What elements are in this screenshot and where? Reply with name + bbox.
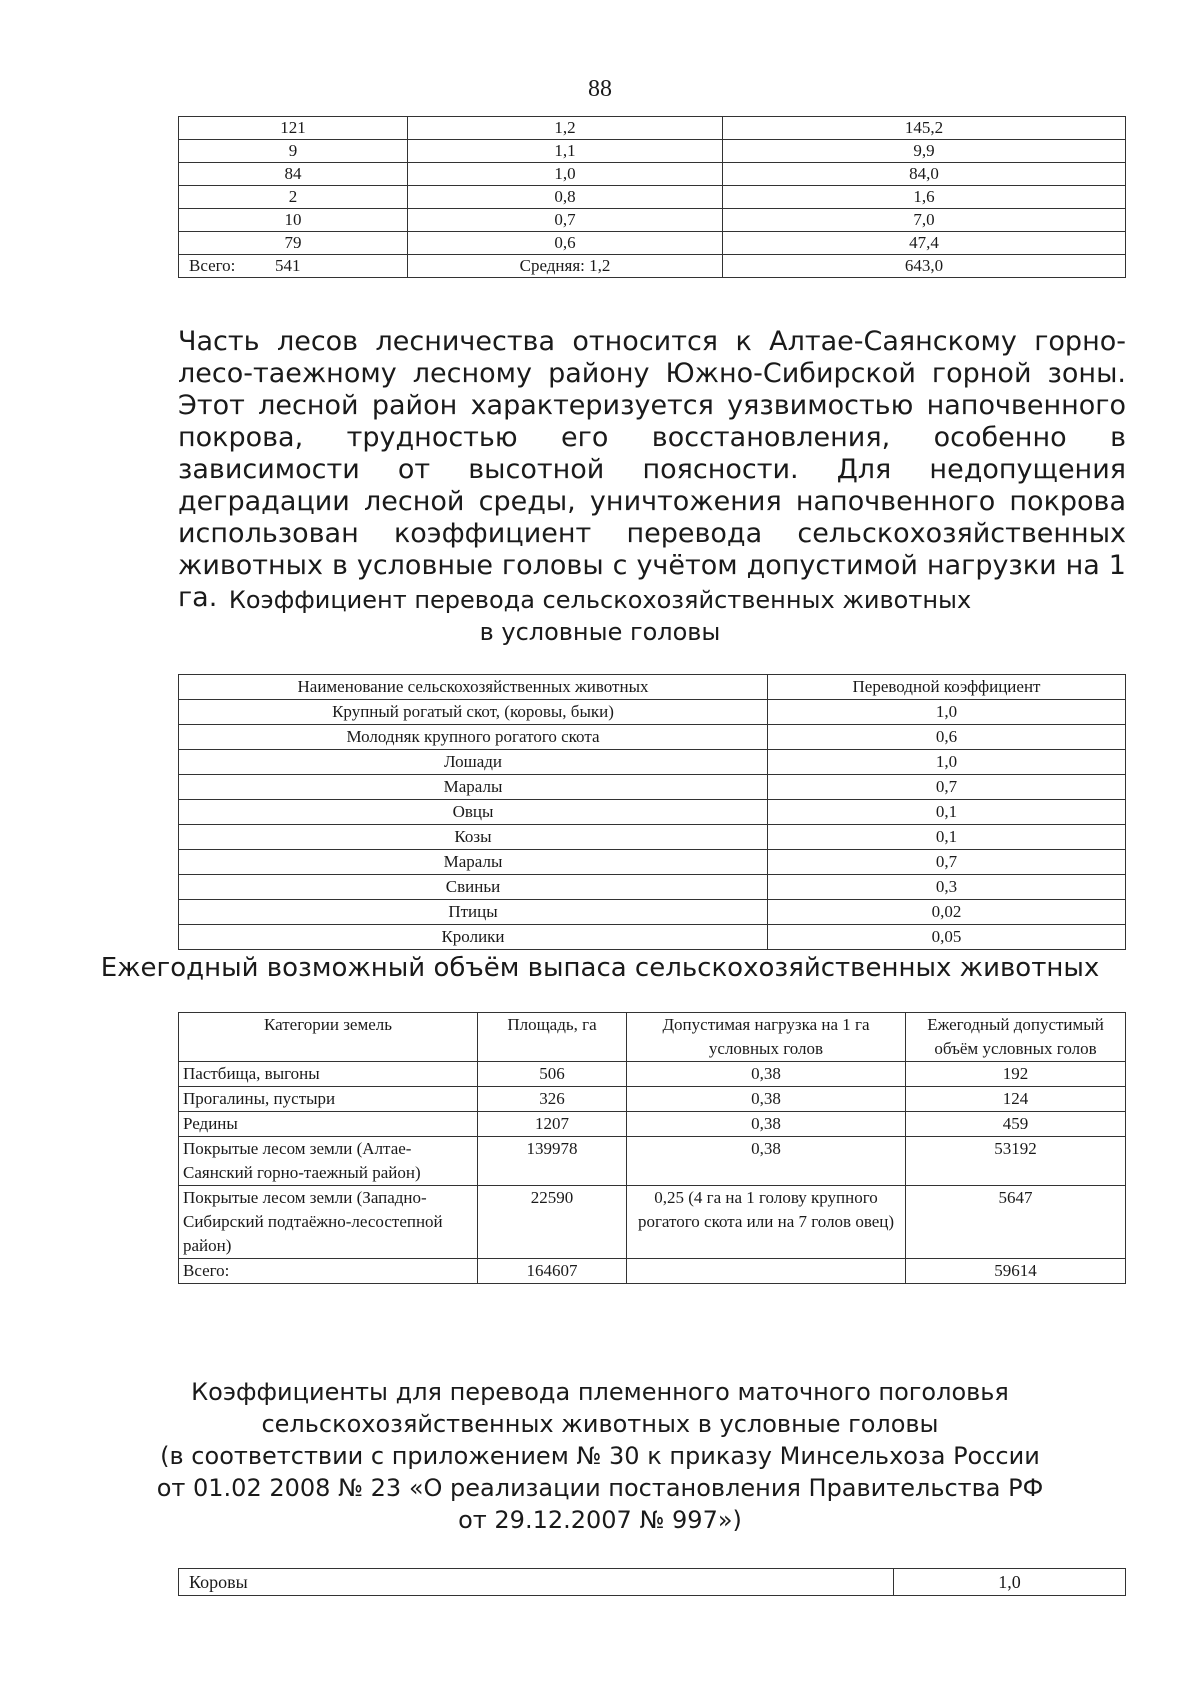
table-cell: 47,4 [723, 232, 1126, 255]
table-cell: Молодняк крупного рогатого скота [179, 725, 768, 750]
section-heading: Ежегодный возможный объём выпаса сельскохозяйственных животных [100, 953, 1100, 983]
table-cell [627, 1259, 906, 1284]
table-cell: Прогалины, пустыри [179, 1087, 478, 1112]
table-cell: 2 [179, 186, 408, 209]
page-number: 88 [588, 76, 612, 102]
table-cell: 84,0 [723, 163, 1126, 186]
table-row [179, 1112, 1126, 1137]
total-label: Всего: [189, 256, 236, 275]
table-cell: 124 [906, 1087, 1126, 1112]
table-cell: 0,8 [408, 186, 723, 209]
table-cell: 326 [478, 1087, 627, 1112]
table-total-row [179, 255, 1126, 278]
table-cell: Покрытые лесом земли (Алтае-Саянский горно-таежный район) [179, 1137, 478, 1186]
column-header: Площадь, га [478, 1013, 627, 1062]
table-cell: 0,1 [768, 825, 1126, 850]
table-cell: 22590 [478, 1186, 627, 1259]
table-total-row [179, 1259, 1126, 1284]
conversion-coefficient-table [178, 674, 1126, 950]
table-row [179, 1087, 1126, 1112]
column-header: Наименование сельскохозяйственных животных [179, 675, 768, 700]
table-cell: Овцы [179, 800, 768, 825]
table-cell: 1,1 [408, 140, 723, 163]
table-cell: 0,7 [768, 850, 1126, 875]
table-cell: Кролики [179, 925, 768, 950]
table-cell: Пастбища, выгоны [179, 1062, 478, 1087]
table-row [179, 825, 1126, 850]
table-cell: 9,9 [723, 140, 1126, 163]
column-header: Категории земель [179, 1013, 478, 1062]
table-row [179, 1062, 1126, 1087]
column-header: Ежегодный допустимый объём условных голов [906, 1013, 1126, 1062]
table-row [179, 850, 1126, 875]
column-header: Переводной коэффициент [768, 675, 1126, 700]
table-row [179, 209, 1126, 232]
table-cell: 0,7 [408, 209, 723, 232]
table-cell: 59614 [906, 1259, 1126, 1284]
table-cell: 1,0 [768, 750, 1126, 775]
livestock-count-table [178, 116, 1126, 278]
table-row [179, 725, 1126, 750]
table-cell: 145,2 [723, 117, 1126, 140]
table-cell: 0,3 [768, 875, 1126, 900]
table-row [179, 750, 1126, 775]
table-cell: 0,38 [627, 1137, 906, 1186]
table-header-row [179, 675, 1126, 700]
table-cell: 1207 [478, 1112, 627, 1137]
table-cell: 1,6 [723, 186, 1126, 209]
table-cell: 1,0 [768, 700, 1126, 725]
table-cell: 0,6 [408, 232, 723, 255]
table-cell: Птицы [179, 900, 768, 925]
table-cell: 5647 [906, 1186, 1126, 1259]
table-cell: Крупный рогатый скот, (коровы, быки) [179, 700, 768, 725]
body-paragraph: Часть лесов лесничества относится к Алтае-Саянскому горно-лесо-таежному лесному району Южно-Сибирской горной зоны. Этот лесной район характеризуется уязвимостью напочвенного покрова, трудностью его восстановления, особенно в зависимости от высотной поясности. Для недопущения деградации лесной среды, уничтожения напочвенного покрова использован коэффициент перевода сельскохозяйственных животных в условные головы с учётом допустимой нагрузки на 1 га. [178, 326, 1126, 613]
table-cell: 7,0 [723, 209, 1126, 232]
table-cell: 0,38 [627, 1062, 906, 1087]
table-cell: 53192 [906, 1137, 1126, 1186]
table-cell: 0,25 (4 га на 1 голову крупного рогатого скота или на 7 голов овец) [627, 1186, 906, 1259]
table-row [179, 875, 1126, 900]
table-row [179, 1137, 1126, 1186]
table-cell [179, 255, 408, 278]
table-cell: Свиньи [179, 875, 768, 900]
table-cell: Козы [179, 825, 768, 850]
table-cell: 79 [179, 232, 408, 255]
table-cell: 84 [179, 163, 408, 186]
table-cell: 0,38 [627, 1112, 906, 1137]
table-row [179, 186, 1126, 209]
table-row [179, 232, 1126, 255]
table-cell: 0,7 [768, 775, 1126, 800]
table-cell: 1,0 [408, 163, 723, 186]
table-cell: 0,6 [768, 725, 1126, 750]
table-cell: Коровы [179, 1569, 894, 1596]
table-row [179, 775, 1126, 800]
heading-line: Коэффициент перевода сельскохозяйственных животных [228, 586, 972, 614]
table-cell: 139978 [478, 1137, 627, 1186]
table-row [179, 800, 1126, 825]
table-cell: 1,2 [408, 117, 723, 140]
section-heading [0, 1376, 1200, 1536]
table-cell: Покрытые лесом земли (Западно-Сибирский подтаёжно-лесостепной район) [179, 1186, 478, 1259]
table-cell: 121 [179, 117, 408, 140]
total-count: 541 [275, 256, 301, 275]
table-row [179, 900, 1126, 925]
grazing-volume-table [178, 1012, 1126, 1284]
table-cell: 0,1 [768, 800, 1126, 825]
table-cell: 192 [906, 1062, 1126, 1087]
table-cell: 459 [906, 1112, 1126, 1137]
section-heading [0, 584, 1200, 648]
table-row [179, 925, 1126, 950]
table-row [179, 140, 1126, 163]
table-row [179, 1569, 1126, 1596]
heading-line: сельскохозяйственных животных в условные головы [261, 1410, 939, 1438]
heading-line: в условные головы [479, 618, 721, 646]
table-cell: Средняя: 1,2 [408, 255, 723, 278]
breeding-coefficient-table [178, 1568, 1126, 1596]
table-cell: 10 [179, 209, 408, 232]
table-cell: 0,05 [768, 925, 1126, 950]
table-cell: 0,38 [627, 1087, 906, 1112]
table-cell: 643,0 [723, 255, 1126, 278]
table-row [179, 700, 1126, 725]
table-cell: Маралы [179, 775, 768, 800]
heading-line: (в соответствии с приложением № 30 к приказу Минсельхоза России [160, 1442, 1040, 1470]
table-cell: 9 [179, 140, 408, 163]
table-cell: 164607 [478, 1259, 627, 1284]
table-cell: 1,0 [894, 1569, 1126, 1596]
heading-line: от 01.02 2008 № 23 «О реализации постановления Правительства РФ [156, 1474, 1044, 1502]
table-row [179, 1186, 1126, 1259]
table-cell: Всего: [179, 1259, 478, 1284]
table-row [179, 163, 1126, 186]
heading-line: Коэффициенты для перевода племенного маточного поголовья [191, 1378, 1009, 1406]
table-header-row [179, 1013, 1126, 1062]
table-cell: Лошади [179, 750, 768, 775]
table-cell: Редины [179, 1112, 478, 1137]
table-row [179, 117, 1126, 140]
table-cell: Маралы [179, 850, 768, 875]
table-cell: 506 [478, 1062, 627, 1087]
table-cell: 0,02 [768, 900, 1126, 925]
column-header: Допустимая нагрузка на 1 га условных голов [627, 1013, 906, 1062]
heading-line: от 29.12.2007 № 997») [458, 1506, 742, 1534]
